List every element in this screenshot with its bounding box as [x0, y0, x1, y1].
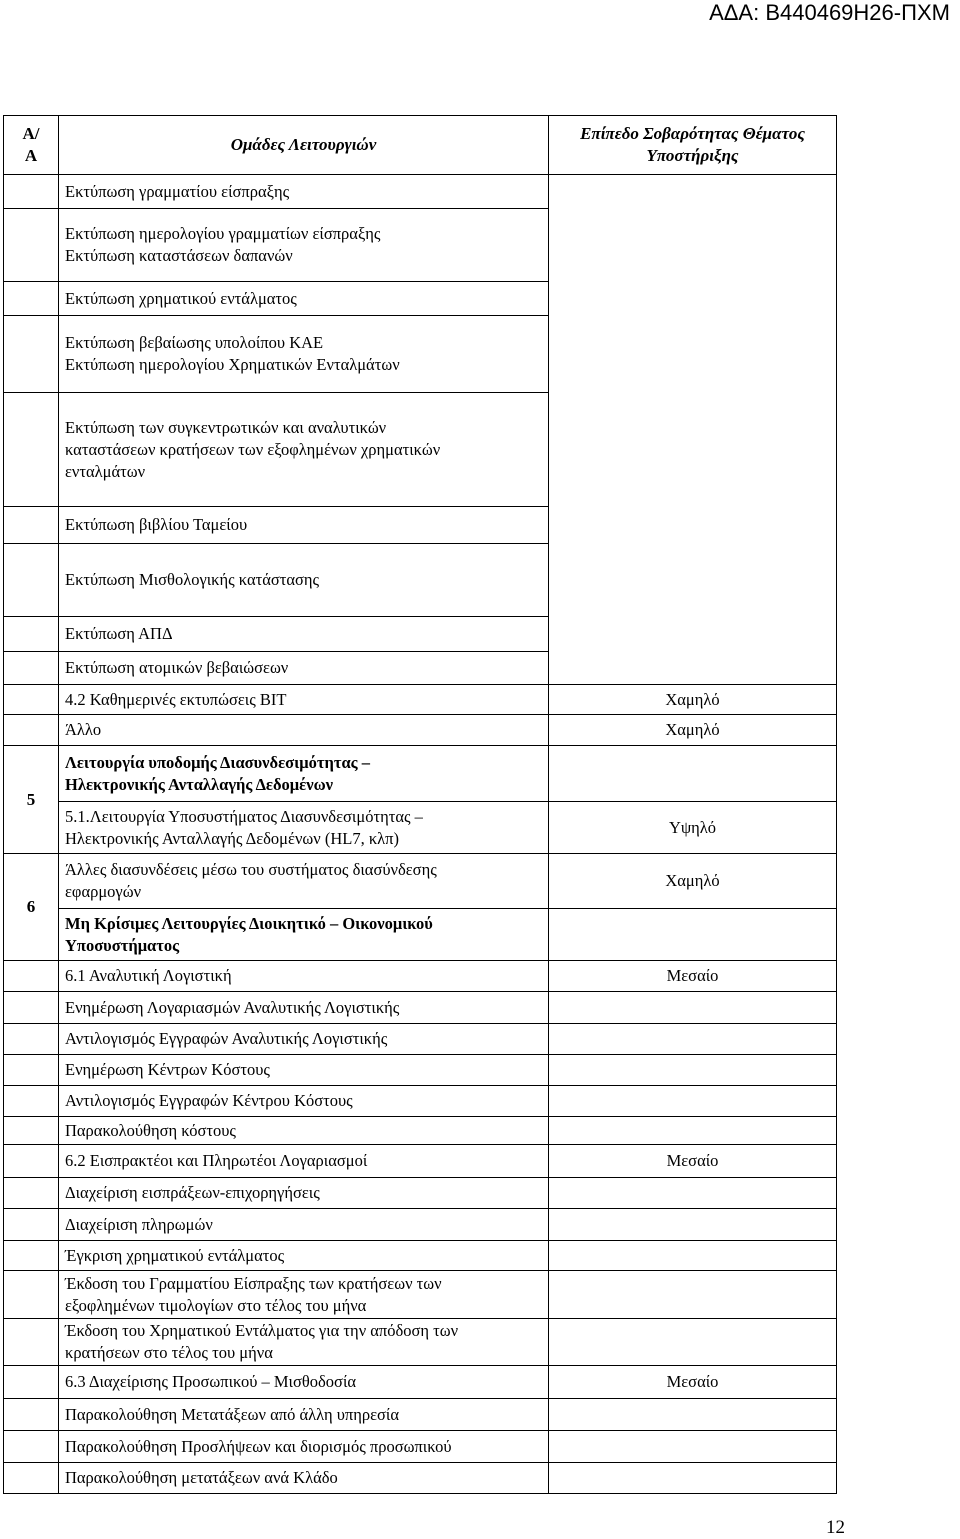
severity-cell [549, 1319, 837, 1366]
page-number: 12 [826, 1517, 845, 1538]
function-text: εφαρμογών [65, 882, 142, 901]
severity-cell [549, 175, 837, 685]
aa-cell [4, 1024, 59, 1055]
aa-cell [4, 1055, 59, 1086]
aa-cell [4, 175, 59, 209]
function-text: Λειτουργία υποδομής Διασυνδεσιμότητας – [65, 752, 370, 772]
function-text: Διαχείριση πληρωμών [65, 1214, 213, 1234]
function-text: καταστάσεων κρατήσεων των εξοφλημένων χρηματικών [65, 439, 441, 459]
function-text: Εκτύπωση ημερολογίου Χρηματικών Ενταλμάτων [65, 355, 400, 374]
severity-cell [549, 1086, 837, 1117]
section-number: 6 [4, 854, 59, 961]
function-text: Άλλο [65, 720, 102, 739]
severity-cell [549, 1178, 837, 1209]
function-text: Παρακολούθηση κόστους [65, 1120, 236, 1140]
table-row [4, 685, 837, 715]
function-text: Έκδοση του Χρηματικού Εντάλματος για την απόδοση των [65, 1321, 459, 1340]
function-cell [59, 544, 549, 617]
header-aa: Α/ Α [4, 116, 59, 175]
function-cell [59, 1319, 549, 1366]
function-text: Παρακολούθηση Προσλήψεων και διορισμός προσωπικού [65, 1436, 452, 1456]
function-cell [59, 854, 549, 909]
function-text: Εκτύπωση βιβλίου Ταμείου [65, 515, 248, 534]
table-row [4, 961, 837, 992]
table-row [4, 1431, 837, 1463]
aa-cell [4, 685, 59, 715]
severity-cell [549, 1431, 837, 1463]
aa-cell [4, 1431, 59, 1463]
function-cell [59, 715, 549, 746]
function-text: Ηλεκτρονικής Ανταλλαγής Δεδομένων (HL7, κλπ) [65, 828, 399, 848]
table-row [4, 1178, 837, 1209]
severity-cell: Μεσαίο [549, 1366, 837, 1399]
severity-cell [549, 1209, 837, 1241]
function-cell [59, 1055, 549, 1086]
aa-cell [4, 1319, 59, 1366]
severity-cell [549, 1271, 837, 1319]
table-row [4, 854, 837, 909]
severity-cell: Μεσαίο [549, 961, 837, 992]
table-row [4, 1463, 837, 1494]
function-cell [59, 1024, 549, 1055]
function-text: Μη Κρίσιμες Λειτουργίες Διοικητικό – Οικονομικού [65, 913, 433, 933]
document-ada-code: ΑΔΑ: Β440469Η26-ΠΧΜ [709, 0, 950, 25]
aa-cell [4, 617, 59, 652]
aa-cell [4, 1241, 59, 1271]
function-text: Διαχείριση εισπράξεων-επιχορηγήσεις [65, 1183, 320, 1202]
aa-cell [4, 715, 59, 746]
table-row [4, 992, 837, 1024]
function-text: Εκτύπωση ΑΠΔ [65, 624, 173, 643]
function-cell [59, 685, 549, 715]
function-text: Παρακολούθηση μετατάξεων ανά Κλάδο [65, 1468, 338, 1487]
function-cell [59, 175, 549, 209]
function-text: Εκτύπωση ημερολογίου γραμματίων είσπραξης [65, 224, 381, 243]
severity-cell [549, 1241, 837, 1271]
table-row [4, 1319, 837, 1366]
function-text: 6.2 Εισπρακτέοι και Πληρωτέοι Λογαριασμοί [65, 1151, 368, 1170]
function-cell [59, 802, 549, 854]
aa-cell [4, 992, 59, 1024]
aa-cell [4, 1145, 59, 1178]
aa-cell [4, 1086, 59, 1117]
severity-cell [549, 1399, 837, 1431]
severity-cell [549, 1024, 837, 1055]
table-row [4, 1145, 837, 1178]
table-row [4, 1271, 837, 1319]
table-row [4, 802, 837, 854]
aa-cell [4, 1399, 59, 1431]
function-cell [59, 617, 549, 652]
aa-cell [4, 393, 59, 507]
severity-cell: Χαμηλό [549, 854, 837, 909]
section-number: 5 [4, 746, 59, 854]
table-row [4, 1209, 837, 1241]
function-cell [59, 282, 549, 316]
table-row [4, 175, 837, 209]
table-header-row [4, 116, 837, 175]
header-severity-level: Επίπεδο Σοβαρότητας Θέματος Υποστήριξης [549, 116, 837, 175]
function-text: Αντιλογισμός Εγγραφών Αναλυτικής Λογιστικής [65, 1029, 388, 1048]
function-text: 4.2 Καθημερινές εκτυπώσεις ΒΙΤ [65, 689, 287, 709]
aa-cell [4, 1366, 59, 1399]
function-text: Εκτύπωση ατομικών βεβαιώσεων [65, 658, 289, 677]
aa-cell [4, 1209, 59, 1241]
severity-cell [549, 909, 837, 961]
function-cell [59, 1241, 549, 1271]
function-text: εξοφλημένων τιμολογίων στο τέλος του μήνα [65, 1295, 367, 1315]
function-cell [59, 1145, 549, 1178]
severity-cell: Χαμηλό [549, 685, 837, 715]
function-cell [59, 1366, 549, 1399]
function-cell [59, 1271, 549, 1319]
function-text: Εκτύπωση των συγκεντρωτικών και αναλυτικών [65, 417, 387, 437]
table-row [4, 715, 837, 746]
function-text: Εκτύπωση καταστάσεων δαπανών [65, 246, 293, 265]
severity-cell [549, 992, 837, 1024]
severity-cell: Υψηλό [549, 802, 837, 854]
function-cell [59, 746, 549, 802]
aa-cell [4, 316, 59, 393]
aa-cell [4, 507, 59, 544]
table-row [4, 1024, 837, 1055]
function-text: 6.1 Αναλυτική Λογιστική [65, 966, 232, 985]
function-text: Εκτύπωση Μισθολογικής κατάστασης [65, 570, 320, 589]
aa-cell [4, 961, 59, 992]
function-cell [59, 209, 549, 282]
table-row [4, 1399, 837, 1431]
function-text: Άλλες διασυνδέσεις μέσω του συστήματος διασύνδεσης [65, 860, 437, 879]
function-cell [59, 1463, 549, 1494]
function-text: ενταλμάτων [65, 461, 146, 481]
function-cell [59, 961, 549, 992]
function-text: Ηλεκτρονικής Ανταλλαγής Δεδομένων [65, 774, 334, 794]
function-text: Εκτύπωση βεβαίωσης υπολοίπου ΚΑΕ [65, 333, 324, 352]
function-cell [59, 1431, 549, 1463]
function-cell [59, 1117, 549, 1145]
severity-cell [549, 746, 837, 802]
function-cell [59, 1399, 549, 1431]
severity-cell [549, 1055, 837, 1086]
function-text: Εκτύπωση χρηματικού εντάλματος [65, 288, 297, 308]
table-row [4, 909, 837, 961]
function-cell [59, 1209, 549, 1241]
function-text: Ενημέρωση Λογαριασμών Αναλυτικής Λογιστικής [65, 997, 400, 1017]
function-cell [59, 393, 549, 507]
aa-cell [4, 1271, 59, 1319]
function-text: Παρακολούθηση Μετατάξεων από άλλη υπηρεσία [65, 1404, 399, 1424]
severity-cell: Χαμηλό [549, 715, 837, 746]
table-row [4, 1055, 837, 1086]
table-row [4, 1117, 837, 1145]
function-text: Υποσυστήματος [65, 935, 180, 955]
support-severity-table [3, 115, 837, 1494]
aa-cell [4, 282, 59, 316]
function-cell [59, 1086, 549, 1117]
function-text: Έκδοση του Γραμματίου Είσπραξης των κρατήσεων των [65, 1273, 442, 1293]
function-cell [59, 1178, 549, 1209]
function-cell [59, 992, 549, 1024]
function-cell [59, 909, 549, 961]
aa-cell [4, 209, 59, 282]
function-text: Ενημέρωση Κέντρων Κόστους [65, 1060, 270, 1079]
function-text: κρατήσεων στο τέλος του μήνα [65, 1343, 273, 1362]
aa-cell [4, 1117, 59, 1145]
table-row [4, 1366, 837, 1399]
function-text: Έγκριση χρηματικού εντάλματος [65, 1245, 285, 1265]
table-row [4, 1086, 837, 1117]
function-cell [59, 507, 549, 544]
aa-cell [4, 544, 59, 617]
function-text: 5.1.Λειτουργία Υποσυστήματος Διασυνδεσιμότητας – [65, 806, 423, 826]
function-cell [59, 652, 549, 685]
function-cell [59, 316, 549, 393]
header-function-groups: Ομάδες Λειτουργιών [59, 116, 549, 175]
function-text: Εκτύπωση γραμματίου είσπραξης [65, 181, 290, 201]
table-row [4, 746, 837, 802]
function-text: Αντιλογισμός Εγγραφών Κέντρου Κόστους [65, 1091, 353, 1110]
severity-cell [549, 1117, 837, 1145]
severity-cell: Μεσαίο [549, 1145, 837, 1178]
table-row [4, 1241, 837, 1271]
aa-cell [4, 1463, 59, 1494]
function-text: 6.3 Διαχείρισης Προσωπικού – Μισθοδοσία [65, 1372, 357, 1391]
aa-cell [4, 652, 59, 685]
severity-cell [549, 1463, 837, 1494]
aa-cell [4, 1178, 59, 1209]
